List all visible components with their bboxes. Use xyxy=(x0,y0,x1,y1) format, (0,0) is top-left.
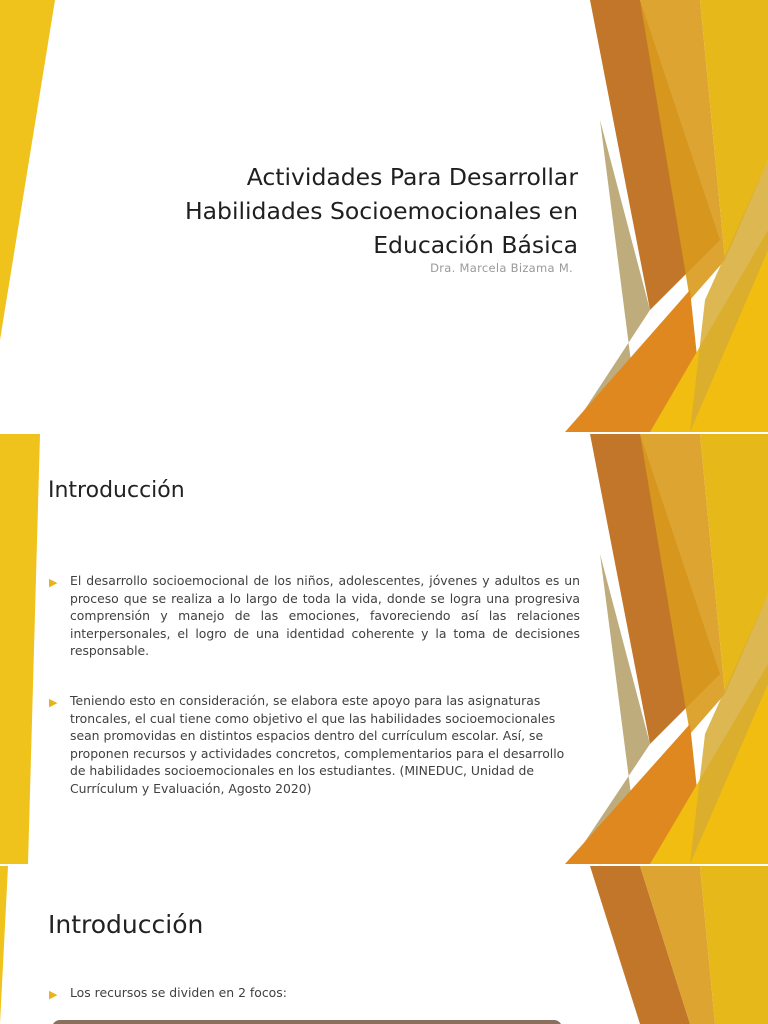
left-facet xyxy=(0,866,8,1024)
presentation-title xyxy=(108,160,578,262)
title-slide xyxy=(0,0,768,432)
bullet-text: Los recursos se dividen en 2 focos: xyxy=(70,985,287,1000)
slide-heading: Introducción xyxy=(48,910,204,939)
bullet-list xyxy=(48,984,580,1002)
bullet-list xyxy=(48,692,580,798)
list-item xyxy=(48,572,580,660)
arrow-right-icon: ▶ xyxy=(49,576,58,589)
title-line: Habilidades Socioemocionales en xyxy=(184,197,578,225)
bullet-text: El desarrollo socioemocional de los niños, adolescentes, jóvenes y adultos es un proceso que se realiza a lo largo de toda la vida, donde se logra una progresiva comprensión y manejo de las emociones, favoreciendo así las relaciones interpersonales, el logro de una identidad coherente y la toma de decisiones responsable. xyxy=(70,573,580,659)
title-line: Actividades Para Desarrollar xyxy=(246,163,578,191)
list-item xyxy=(48,692,580,798)
arrow-right-icon: ▶ xyxy=(49,988,58,1001)
slide-heading: Introducción xyxy=(48,478,185,503)
left-facet xyxy=(0,434,40,864)
bullet-text: Teniendo esto en consideración, se elabora este apoyo para las asignaturas troncales, el cual tiene como objetivo el que las habilidades socioemocionales sean promovidas en distintos espacios dentro del currículum escolar. Así, se proponen recursos y actividades concretos, complementarios para el desarrollo de habilidades socioemocionales en los estudiantes. (MINEDUC, Unidad de Currículum y Evaluación, Agosto 2020) xyxy=(70,693,565,796)
left-facet xyxy=(0,0,55,340)
intro-slide-2 xyxy=(0,866,768,1024)
title-line: Educación Básica xyxy=(373,231,578,259)
bullet-list xyxy=(48,572,580,660)
author-subtitle: Dra. Marcela Bizama M. xyxy=(430,261,573,275)
intro-slide xyxy=(0,434,768,864)
arrow-right-icon: ▶ xyxy=(49,696,58,709)
list-item xyxy=(48,984,580,1002)
focus-box xyxy=(52,1020,562,1024)
